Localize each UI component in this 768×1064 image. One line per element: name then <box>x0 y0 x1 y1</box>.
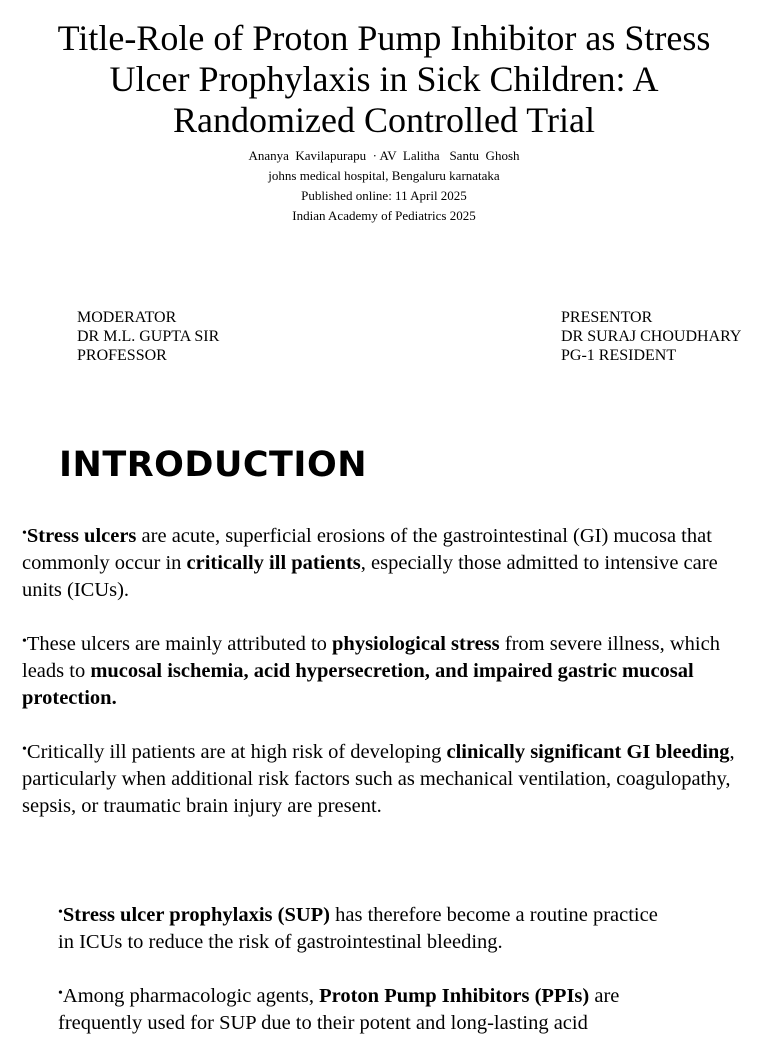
presentor-role: PG-1 RESIDENT <box>561 347 677 364</box>
moderator-label: MODERATOR <box>77 309 177 326</box>
slide-title: Title-Role of Proton Pump Inhibitor as Stress Ulcer Prophylaxis in Sick Children: A Randomized Controlled Trial <box>57 18 711 140</box>
presentor-label: PRESENTOR <box>561 309 653 326</box>
moderator-block <box>77 308 219 365</box>
presentor-block <box>561 308 741 365</box>
sup-bullet-list <box>58 902 678 1064</box>
bullet-item: •Among pharmacologic agents, Proton Pump Inhibitors (PPIs) are frequently used for SUP due to their potent and long-lasting acid <box>58 985 620 1034</box>
presentor-name: DR SURAJ CHOUDHARY <box>561 328 742 345</box>
intro-bullet-list <box>22 523 742 847</box>
publication-date: Published online: 11 April 2025 <box>301 188 467 203</box>
paper-meta <box>0 146 768 226</box>
bullet-dot-icon: • <box>58 986 63 1001</box>
bullet-item: •Stress ulcer prophylaxis (SUP) has therefore become a routine practice in ICUs to reduce the risk of gastrointestinal bleeding. <box>58 904 658 953</box>
moderator-role: PROFESSOR <box>77 347 167 364</box>
bullet-dot-icon: • <box>22 526 27 541</box>
bullet-item: •Stress ulcers are acute, superficial erosions of the gastrointestinal (GI) mucosa that commonly occur in critically ill patients, especially those admitted to intensive care units (ICUs). <box>22 525 718 601</box>
bullet-item: •Critically ill patients are at high risk of developing clinically significant GI bleeding, particularly when additional risk factors such as mechanical ventilation, coagulopathy, sepsis, or traumatic brain injury are present. <box>22 741 735 817</box>
bullet-dot-icon: • <box>22 634 27 649</box>
authors: Ananya Kavilapurapu · AV Lalitha Santu Ghosh <box>248 148 520 163</box>
journal: Indian Academy of Pediatrics 2025 <box>292 208 476 223</box>
bullet-item: •These ulcers are mainly attributed to physiological stress from severe illness, which leads to mucosal ischemia, acid hypersecretion, and impaired gastric mucosal protection. <box>22 633 720 709</box>
bullet-dot-icon: • <box>22 742 27 757</box>
bullet-dot-icon: • <box>58 905 63 920</box>
section-heading: INTRODUCTION <box>59 445 367 485</box>
moderator-name: DR M.L. GUPTA SIR <box>77 328 220 345</box>
institution: johns medical hospital, Bengaluru karnataka <box>268 168 500 183</box>
